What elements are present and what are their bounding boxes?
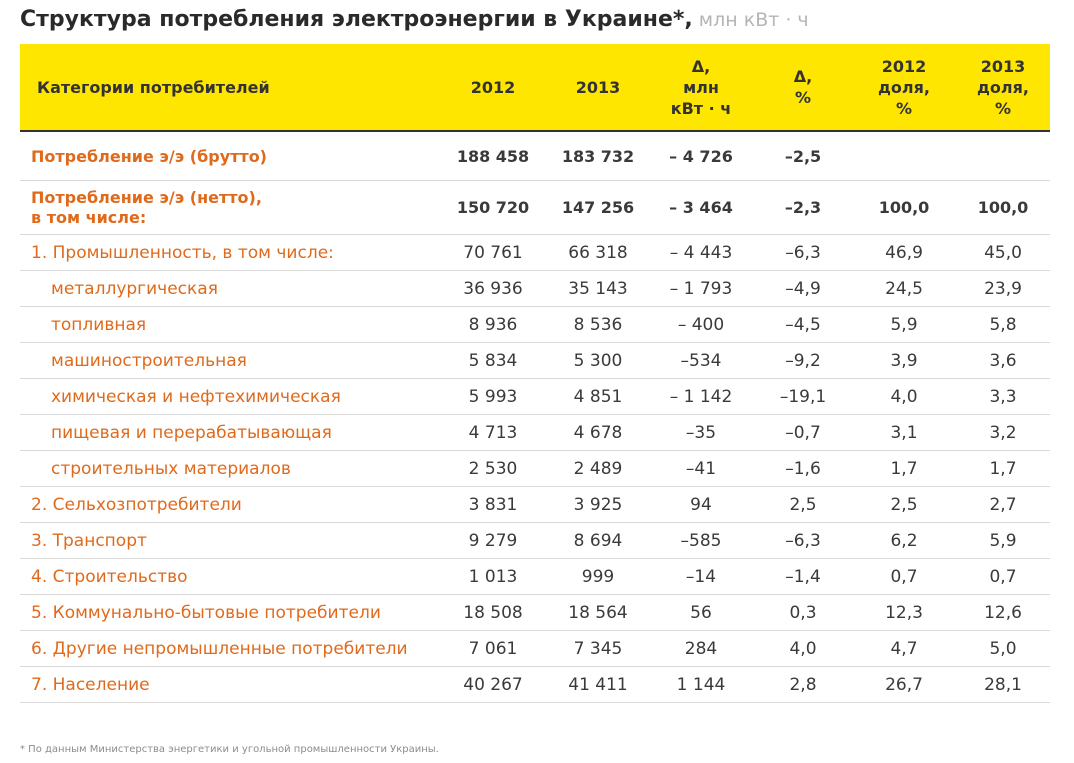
cell-2012: 5 993 bbox=[438, 379, 548, 415]
cell-share-2012: 12,3 bbox=[852, 595, 956, 631]
header-delta-pct: Δ, % bbox=[754, 44, 852, 131]
cell-2012: 5 834 bbox=[438, 343, 548, 379]
cell-2013: 8 536 bbox=[548, 307, 648, 343]
header-category: Категории потребителей bbox=[20, 44, 438, 131]
cell-delta-abs: –41 bbox=[648, 451, 754, 487]
cell-delta-pct: –4,5 bbox=[754, 307, 852, 343]
cell-delta-pct: –0,7 bbox=[754, 415, 852, 451]
cell-delta-abs: – 4 443 bbox=[648, 235, 754, 271]
cell-share-2013: 23,9 bbox=[956, 271, 1050, 307]
row-label: химическая и нефтехимическая bbox=[20, 379, 438, 415]
cell-2013: 66 318 bbox=[548, 235, 648, 271]
cell-delta-pct: 4,0 bbox=[754, 631, 852, 667]
cell-share-2013: 28,1 bbox=[956, 667, 1050, 703]
cell-share-2013: 3,3 bbox=[956, 379, 1050, 415]
cell-delta-pct: –9,2 bbox=[754, 343, 852, 379]
cell-share-2013 bbox=[956, 131, 1050, 181]
cell-delta-abs: –14 bbox=[648, 559, 754, 595]
footnote: * По данным Министерства энергетики и угольной промышленности Украины. bbox=[20, 744, 439, 755]
table-row bbox=[20, 595, 1050, 631]
header-share-2012: 2012 доля, % bbox=[852, 44, 956, 131]
row-label: строительных материалов bbox=[20, 451, 438, 487]
table-row bbox=[20, 667, 1050, 703]
cell-share-2013: 45,0 bbox=[956, 235, 1050, 271]
cell-share-2013: 5,0 bbox=[956, 631, 1050, 667]
cell-share-2012: 3,9 bbox=[852, 343, 956, 379]
cell-2013: 41 411 bbox=[548, 667, 648, 703]
row-label: Потребление э/э (брутто) bbox=[20, 131, 438, 181]
cell-share-2012: 100,0 bbox=[852, 181, 956, 235]
cell-2012: 18 508 bbox=[438, 595, 548, 631]
cell-delta-pct: –19,1 bbox=[754, 379, 852, 415]
cell-share-2012: 4,7 bbox=[852, 631, 956, 667]
row-label: 5. Коммунально-бытовые потребители bbox=[20, 595, 438, 631]
cell-2013: 4 851 bbox=[548, 379, 648, 415]
cell-2013: 7 345 bbox=[548, 631, 648, 667]
cell-share-2012: 4,0 bbox=[852, 379, 956, 415]
table-row bbox=[20, 235, 1050, 271]
cell-delta-pct: –1,4 bbox=[754, 559, 852, 595]
cell-delta-abs: – 1 793 bbox=[648, 271, 754, 307]
cell-2013: 5 300 bbox=[548, 343, 648, 379]
cell-delta-pct: –4,9 bbox=[754, 271, 852, 307]
header-2012: 2012 bbox=[438, 44, 548, 131]
cell-delta-abs: – 3 464 bbox=[648, 181, 754, 235]
table-row bbox=[20, 271, 1050, 307]
cell-share-2012 bbox=[852, 131, 956, 181]
cell-share-2012: 6,2 bbox=[852, 523, 956, 559]
cell-2012: 8 936 bbox=[438, 307, 548, 343]
cell-share-2012: 46,9 bbox=[852, 235, 956, 271]
cell-delta-pct: 0,3 bbox=[754, 595, 852, 631]
cell-2012: 150 720 bbox=[438, 181, 548, 235]
row-label: 4. Строительство bbox=[20, 559, 438, 595]
cell-2012: 3 831 bbox=[438, 487, 548, 523]
cell-2013: 18 564 bbox=[548, 595, 648, 631]
table-row bbox=[20, 181, 1050, 235]
cell-2013: 3 925 bbox=[548, 487, 648, 523]
cell-delta-pct: –2,3 bbox=[754, 181, 852, 235]
row-label: 7. Население bbox=[20, 667, 438, 703]
table-row bbox=[20, 415, 1050, 451]
cell-2013: 183 732 bbox=[548, 131, 648, 181]
table-row bbox=[20, 487, 1050, 523]
cell-2013: 8 694 bbox=[548, 523, 648, 559]
cell-2013: 4 678 bbox=[548, 415, 648, 451]
row-label: пищевая и перерабатывающая bbox=[20, 415, 438, 451]
cell-2012: 4 713 bbox=[438, 415, 548, 451]
cell-share-2013: 3,6 bbox=[956, 343, 1050, 379]
cell-2012: 70 761 bbox=[438, 235, 548, 271]
cell-2012: 36 936 bbox=[438, 271, 548, 307]
cell-delta-pct: 2,5 bbox=[754, 487, 852, 523]
cell-2012: 40 267 bbox=[438, 667, 548, 703]
title-main: Структура потребления электроэнергии в Украине*, bbox=[20, 7, 693, 32]
row-label: 2. Сельхозпотребители bbox=[20, 487, 438, 523]
cell-2013: 35 143 bbox=[548, 271, 648, 307]
cell-share-2013: 1,7 bbox=[956, 451, 1050, 487]
cell-share-2012: 0,7 bbox=[852, 559, 956, 595]
cell-2012: 2 530 bbox=[438, 451, 548, 487]
row-label: 6. Другие непромышленные потребители bbox=[20, 631, 438, 667]
cell-delta-abs: 56 bbox=[648, 595, 754, 631]
cell-delta-abs: 94 bbox=[648, 487, 754, 523]
cell-delta-abs: –35 bbox=[648, 415, 754, 451]
cell-2012: 1 013 bbox=[438, 559, 548, 595]
cell-2012: 7 061 bbox=[438, 631, 548, 667]
cell-2013: 2 489 bbox=[548, 451, 648, 487]
cell-share-2013: 5,8 bbox=[956, 307, 1050, 343]
cell-delta-abs: – 400 bbox=[648, 307, 754, 343]
cell-share-2012: 3,1 bbox=[852, 415, 956, 451]
cell-delta-abs: – 4 726 bbox=[648, 131, 754, 181]
table-header-row bbox=[20, 44, 1050, 131]
cell-share-2012: 5,9 bbox=[852, 307, 956, 343]
cell-delta-pct: –2,5 bbox=[754, 131, 852, 181]
cell-delta-abs: 1 144 bbox=[648, 667, 754, 703]
cell-share-2012: 1,7 bbox=[852, 451, 956, 487]
cell-share-2013: 5,9 bbox=[956, 523, 1050, 559]
cell-share-2013: 12,6 bbox=[956, 595, 1050, 631]
table-row bbox=[20, 523, 1050, 559]
cell-share-2013: 2,7 bbox=[956, 487, 1050, 523]
cell-2012: 188 458 bbox=[438, 131, 548, 181]
cell-share-2013: 0,7 bbox=[956, 559, 1050, 595]
cell-2013: 999 bbox=[548, 559, 648, 595]
header-delta-abs: Δ, млн кВт · ч bbox=[648, 44, 754, 131]
title-unit: млн кВт · ч bbox=[698, 9, 809, 31]
row-label: Потребление э/э (нетто), в том числе: bbox=[20, 181, 438, 235]
cell-share-2013: 3,2 bbox=[956, 415, 1050, 451]
cell-delta-abs: –534 bbox=[648, 343, 754, 379]
row-label: 1. Промышленность, в том числе: bbox=[20, 235, 438, 271]
cell-delta-abs: 284 bbox=[648, 631, 754, 667]
cell-2013: 147 256 bbox=[548, 181, 648, 235]
consumption-table bbox=[20, 44, 1050, 703]
cell-delta-pct: –6,3 bbox=[754, 523, 852, 559]
cell-delta-pct: –6,3 bbox=[754, 235, 852, 271]
cell-delta-abs: –585 bbox=[648, 523, 754, 559]
row-label: топливная bbox=[20, 307, 438, 343]
table-row bbox=[20, 379, 1050, 415]
cell-delta-abs: – 1 142 bbox=[648, 379, 754, 415]
cell-delta-pct: 2,8 bbox=[754, 667, 852, 703]
cell-share-2012: 26,7 bbox=[852, 667, 956, 703]
cell-share-2012: 2,5 bbox=[852, 487, 956, 523]
cell-share-2012: 24,5 bbox=[852, 271, 956, 307]
table-row bbox=[20, 451, 1050, 487]
table-row bbox=[20, 307, 1050, 343]
header-share-2013: 2013 доля, % bbox=[956, 44, 1050, 131]
row-label: 3. Транспорт bbox=[20, 523, 438, 559]
table-row bbox=[20, 559, 1050, 595]
header-2013: 2013 bbox=[548, 44, 648, 131]
table-row bbox=[20, 631, 1050, 667]
row-label: машиностроительная bbox=[20, 343, 438, 379]
cell-share-2013: 100,0 bbox=[956, 181, 1050, 235]
cell-delta-pct: –1,6 bbox=[754, 451, 852, 487]
page-title bbox=[20, 7, 809, 32]
cell-2012: 9 279 bbox=[438, 523, 548, 559]
table-row bbox=[20, 131, 1050, 181]
table-row bbox=[20, 343, 1050, 379]
row-label: металлургическая bbox=[20, 271, 438, 307]
